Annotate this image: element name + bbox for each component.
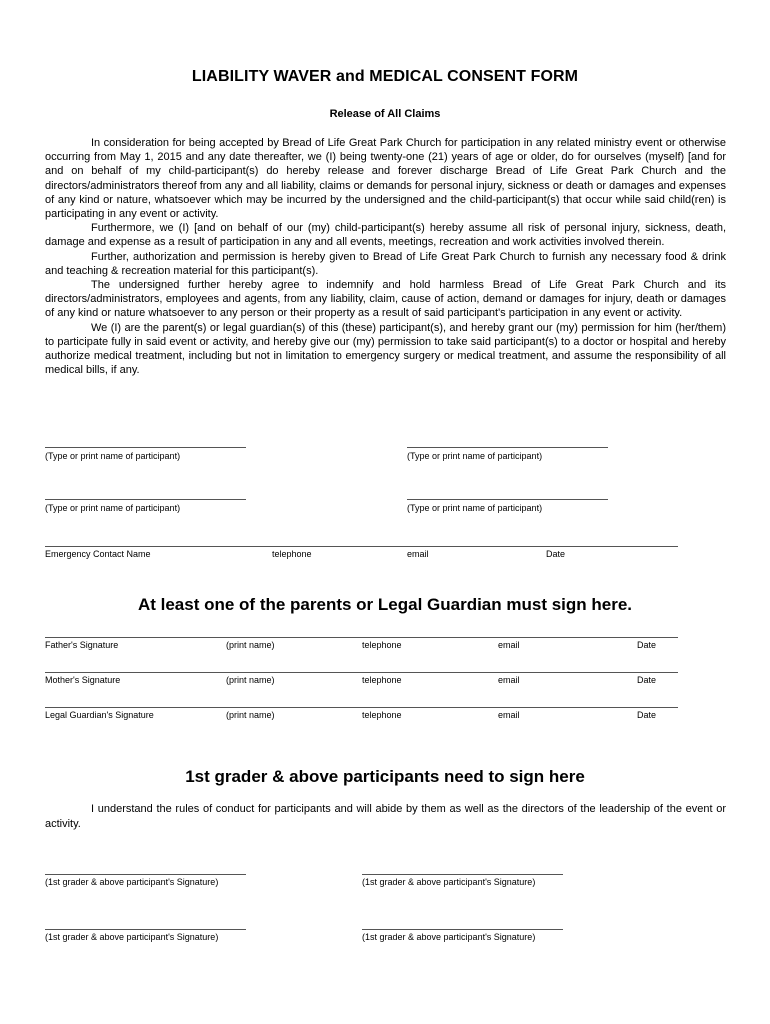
legal-guardian-signature-line[interactable] [45,707,678,708]
release-paragraph: Further, authorization and permission is hereby given to Bread of Life Great Park Church to furnish any necessary food & drink and teaching & recreation material for this participant(s). [45,250,726,277]
form-title: LIABILITY WAVER and MEDICAL CONSENT FORM [191,68,579,85]
participant-name-label: (Type or print name of participant) [407,503,543,513]
grader-signature-label: (1st grader & above participant's Signature) [362,877,536,887]
form-subtitle: Release of All Claims [329,108,441,120]
telephone-label: telephone [362,710,402,720]
guardian-role-label: Mother's Signature [45,675,121,685]
guardian-role-label: Legal Guardian's Signature [45,710,154,720]
guardian-role-label: Father's Signature [45,640,119,650]
release-text [45,136,726,377]
release-paragraph: The undersigned further hereby agree to indemnify and hold harmless Bread of Life Great Park Church and its directors/administrators, employees and agents, from any liability, claim, cause of action, demand or damages for injury, death or damages of any kind or nature whatsoever to any person or their property as a result of said participant's participation in any event or activity. [45,279,726,320]
grader-signature-label: (1st grader & above participant's Signature) [45,932,219,942]
print-name-label: (print name) [226,675,275,685]
participant-name-line-1[interactable] [45,447,246,448]
participant-name-line-2[interactable] [407,447,608,448]
grader-signature-line-3[interactable] [45,929,246,930]
release-paragraph: In consideration for being accepted by Bread of Life Great Park Church for participation in any related ministry event or otherwise occurring from May 1, 2015 and any date thereafter, we (I) being twenty-one (21) years of age or older, do for ourselves (myself) [and for and on behalf of my child-participant(s) do hereby release and forever discharge Bread of Life Great Park Church and the directors/administrators thereof from any and all liability, claims or demands for personal injury, sickness or death or damages and expenses of any kind or nature, whatsoever which may be incurred by the undersigned and the child-participant(s) that occur while said child(ren) is participating in any event or activity. [45,137,726,221]
email-label: email [498,640,520,650]
grader-signature-line-1[interactable] [45,874,246,875]
telephone-label: telephone [362,675,402,685]
participant-name-label: (Type or print name of participant) [45,503,181,513]
emergency-contact-line[interactable] [45,546,678,547]
grader-signature-label: (1st grader & above participant's Signature) [45,877,219,887]
parents-heading: At least one of the parents or Legal Guardian must sign here. [137,595,633,614]
emergency-contact-name-label: Emergency Contact Name [45,549,151,559]
release-paragraph: We (I) are the parent(s) or legal guardian(s) of this (these) participant(s), and hereby grant our (my) permission for him (her/them) to participate fully in said event or activity, and hereby give our (my) permission to take said participant(s) to a doctor or hospital and hereby authorize medical treatment, including but not in limitation to emergency surgery or medical treatment, and assume the responsibility of all medical bills, if any. [45,321,726,377]
print-name-label: (print name) [226,640,275,650]
mother-signature-line[interactable] [45,672,678,673]
participant-name-label: (Type or print name of participant) [407,451,543,461]
participant-name-line-4[interactable] [407,499,608,500]
date-label: Date [637,675,657,685]
date-label: Date [637,710,657,720]
telephone-label: telephone [362,640,402,650]
email-label: email [498,710,520,720]
release-paragraph: Furthermore, we (I) [and on behalf of our (my) child-participant(s) hereby assume all risk of personal injury, sickness, death, damage and expense as a result of participation in any and all events, meetings, recreation and work activities involved therein. [45,222,726,249]
print-name-label: (print name) [226,710,275,720]
father-signature-line[interactable] [45,637,678,638]
date-label: Date [637,640,657,650]
participant-name-label: (Type or print name of participant) [45,451,181,461]
participant-name-line-3[interactable] [45,499,246,500]
emergency-telephone-label: telephone [272,549,312,559]
grader-signature-label: (1st grader & above participant's Signature) [362,932,536,942]
email-label: email [498,675,520,685]
emergency-email-label: email [407,549,429,559]
participants-heading: 1st grader & above participants need to sign here [185,767,585,786]
grader-signature-line-4[interactable] [362,929,563,930]
understand-text [45,802,726,831]
grader-signature-line-2[interactable] [362,874,563,875]
emergency-date-label: Date [546,549,566,559]
understand-paragraph: I understand the rules of conduct for participants and will abide by them as well as the directors of the leadership of the event or activity. [45,803,726,830]
